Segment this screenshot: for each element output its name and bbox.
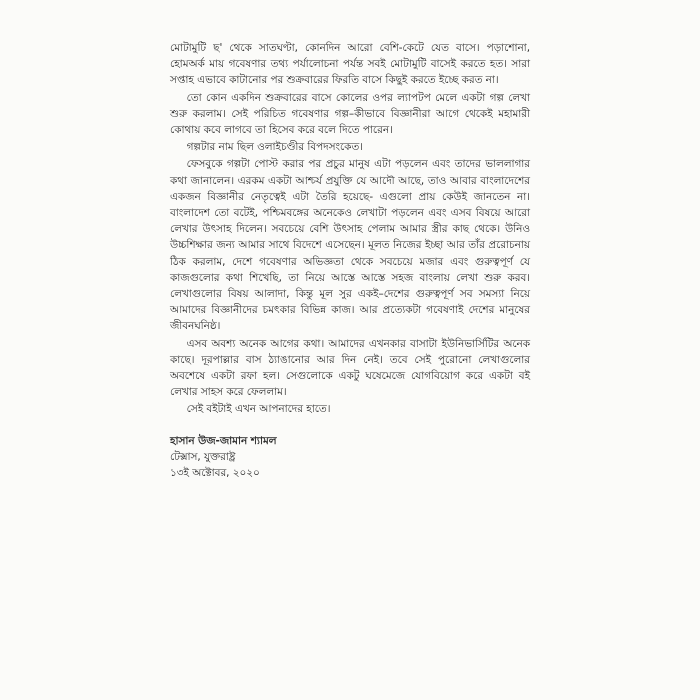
- paragraph-1: মোটামুটি ছ' থেকে সাতঘণ্টা, কোনদিন আরো বেশি-কেটে যেত বাসে। পড়াশোনা, হোমঅর্ক মায় গবেষণার তথ্য পর্যালোচনা পর্যন্ত সবই মোটামুটি বাসেই করতে হত। সারা সপ্তাহ এভাবে কাটানোর পর শুক্রবারের ফিরতি বাসে কিছুই করতে ইচ্ছে করত না।: [170, 42, 530, 87]
- author-location: টেক্সাস, যুক্তরাষ্ট্র: [170, 450, 236, 463]
- paragraph-2: তো কোন একদিন শুক্রবারের বাসে কোলের ওপর ল্যাপটপ মেলে একটা গল্প লেখা শুরু করলাম। সেই পরিচিত গবেষণার গল্প–কীভাবে বিজ্ঞানীরা আগে থেকেই মহামারী কোথায় কবে লাগবে তা হিসেব করে বলে দিতে পারেন।: [170, 91, 530, 137]
- author-name: হাসান উজ-জামান শ্যামল: [170, 434, 277, 447]
- paragraph-6: সেই বইটাই এখন আপনাদের হাতে।: [186, 403, 331, 416]
- preface-text: [170, 40, 530, 481]
- signature-date: ১৩ই অক্টোবর, ২০২০: [170, 467, 260, 480]
- paragraph-5: এসব অবশ্য অনেক আগের কথা। আমাদের এখনকার বাসাটা ইউনিভার্সিটির অনেক কাছে। দূরপাল্লার বাস ঠ্যাঙানোর আর দিন নেই। তবে সেই পুরোনো লেখাগুলোর অবশেষে একটা রফা হল। সেগুলোকে একটু ঘষেমেজে যোগবিয়োগ করে একটা বই লেখার সাহস করে ফেললাম।: [170, 337, 530, 399]
- author-signature: [170, 433, 530, 482]
- paragraph-3: গল্পটার নাম ছিল ওলাইচণ্ডীর বিপদসংকেত।: [186, 141, 363, 154]
- paragraph-4: ফেসবুকে গল্পটা পোস্ট করার পর প্রচুর মানুষ এটা পড়লেন এবং তাদের ভাললাগার কথা জানালেন। এরকম একটা আশ্চর্য প্রযুক্তি যে আদৌ আছে, তাও আবার বাংলাদেশের একজন বিজ্ঞানীর নেতৃত্বেই এটা তৈরি হয়েছে- এগুলো প্রায় কেউই জানতেন না। বাংলাদেশ তো বটেই, পশ্চিমবঙ্গের অনেকেও লেখাটা পড়লেন এবং এসব বিষয়ে আরো লেখার উৎসাহ দিলেন। সবচেয়ে বেশি উৎসাহ পেলাম আমার স্ত্রীর কাছ থেকে। উনিও উচ্চশিক্ষার জন্য আমার সাথে বিদেশে এসেছেন। মূলত নিজের ইচ্ছা আর তাঁর প্ররোচনায় ঠিক করলাম, দেশে গবেষণার অভিজ্ঞতা থেকে সবচেয়ে মজার এবং গুরুত্বপূর্ণ যে কাজগুলোর কথা শিখেছি, তা নিয়ে আস্তে আস্তে সহজ বাংলায় লেখা শুরু করব। লেখাগুলোর বিষয় আলাদা, কিন্তু মূল সুর একই–দেশের গুরুত্বপূর্ণ সব সমস্যা নিয়ে আমাদের বিজ্ঞানীদের চমৎকার বিভিন্ন কাজ। আর প্রত্যেকটা গবেষণাই দেশের মানুষের জীবনঘনিষ্ঠ।: [170, 158, 530, 333]
